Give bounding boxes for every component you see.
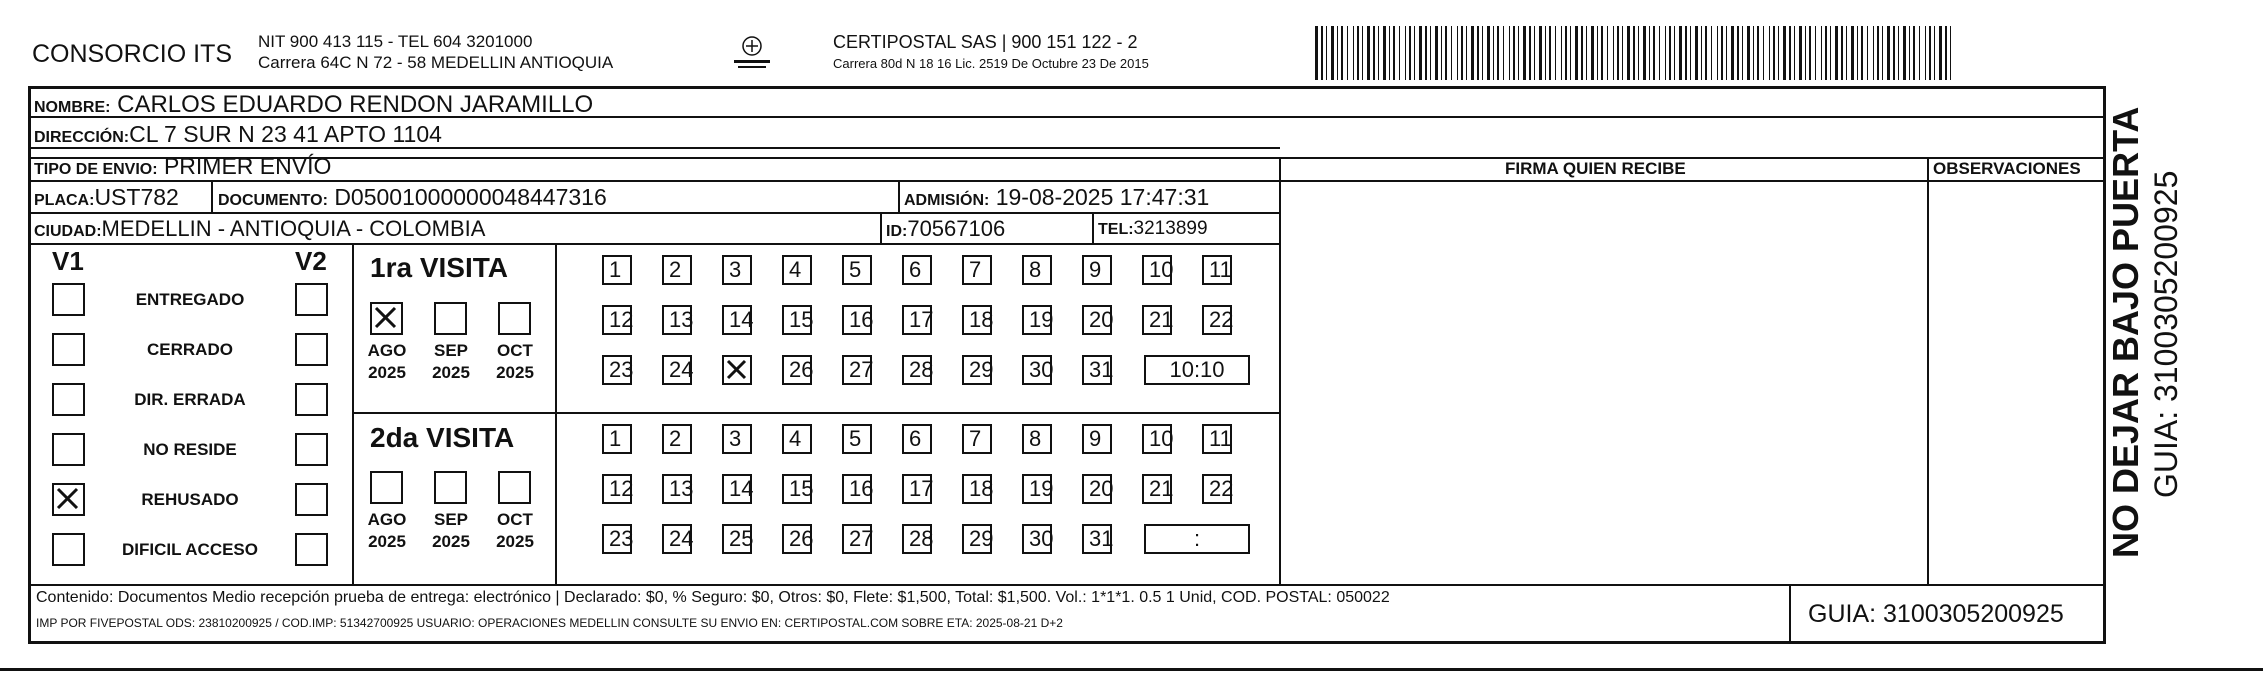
barcode-bar bbox=[1493, 26, 1494, 80]
time-box[interactable]: 10:10 bbox=[1144, 355, 1250, 385]
day-box[interactable]: 11 bbox=[1202, 255, 1232, 285]
barcode-bar bbox=[1347, 26, 1348, 80]
barcode-bar bbox=[1805, 26, 1806, 80]
barcode-bar bbox=[1471, 26, 1474, 80]
barcode-bar bbox=[1825, 26, 1827, 80]
ciudad-row bbox=[34, 216, 485, 242]
tel-row bbox=[1098, 218, 1208, 240]
day-box[interactable]: 20 bbox=[1082, 305, 1112, 335]
time-box[interactable]: : bbox=[1144, 524, 1250, 554]
barcode-bar bbox=[1799, 26, 1802, 80]
barcode-bar bbox=[1701, 26, 1702, 80]
barcode-bar bbox=[1591, 26, 1594, 80]
barcode-bar bbox=[1747, 26, 1750, 80]
barcode-bar bbox=[1877, 26, 1879, 80]
barcode-bar bbox=[1867, 26, 1868, 80]
ciudad-label: CIUDAD: bbox=[34, 223, 102, 240]
barcode-bar bbox=[1653, 26, 1655, 80]
barcode-bar bbox=[1451, 26, 1452, 80]
placa-value: UST782 bbox=[94, 184, 179, 210]
day-box[interactable]: 9 bbox=[1082, 255, 1112, 285]
barcode-bar bbox=[1399, 26, 1400, 80]
day-box[interactable]: 28 bbox=[902, 524, 932, 554]
month-checkbox[interactable] bbox=[434, 471, 467, 504]
barcode-bar bbox=[1561, 26, 1562, 80]
month-label bbox=[426, 340, 476, 384]
barcode-bar bbox=[1665, 26, 1666, 80]
barcode-bar bbox=[1405, 26, 1406, 80]
month-checkbox[interactable] bbox=[498, 302, 531, 335]
day-box[interactable]: 30 bbox=[1022, 524, 1052, 554]
barcode-bar bbox=[1815, 26, 1816, 80]
day-box[interactable]: 12 bbox=[602, 305, 632, 335]
day-box[interactable]: 22 bbox=[1202, 474, 1232, 504]
day-box[interactable]: 26 bbox=[782, 355, 812, 385]
barcode-bar bbox=[1607, 26, 1608, 80]
day-box[interactable]: 9 bbox=[1082, 424, 1112, 454]
day-box[interactable]: 6 bbox=[902, 424, 932, 454]
barcode-bar bbox=[1393, 26, 1395, 80]
barcode-bar bbox=[1887, 26, 1890, 80]
admision-row bbox=[904, 184, 1209, 211]
day-box[interactable]: 23 bbox=[602, 524, 632, 554]
barcode-bar bbox=[1789, 26, 1791, 80]
tel-value: 3213899 bbox=[1133, 218, 1208, 239]
day-box[interactable]: 15 bbox=[782, 474, 812, 504]
barcode-bar bbox=[1321, 26, 1323, 80]
barcode-bar bbox=[1389, 26, 1390, 80]
v1-label: V1 bbox=[52, 246, 84, 276]
barcode-bar bbox=[1778, 26, 1779, 80]
barcode-bar bbox=[1487, 26, 1490, 80]
barcode-bar bbox=[1622, 26, 1623, 80]
no-dejar-text: NO DEJAR BAJO PUERTA bbox=[2105, 106, 2146, 558]
placa-row bbox=[34, 184, 179, 211]
barcode-bar bbox=[1570, 26, 1571, 80]
check-mark-icon bbox=[54, 485, 83, 514]
status-label: NO RESIDE bbox=[143, 440, 237, 459]
barcode-bar bbox=[1726, 26, 1727, 80]
day-box[interactable]: 27 bbox=[842, 355, 872, 385]
day-box[interactable]: 12 bbox=[602, 474, 632, 504]
barcode-bar bbox=[1461, 26, 1463, 80]
barcode-bar bbox=[1809, 26, 1811, 80]
barcode-bar bbox=[1742, 26, 1743, 80]
check-mark-icon bbox=[724, 357, 751, 384]
v2-checkbox[interactable] bbox=[295, 483, 328, 516]
v1-checkbox[interactable] bbox=[52, 283, 85, 316]
barcode-bar bbox=[1711, 26, 1712, 80]
guia-box: GUIA: 3100305200925 bbox=[1808, 600, 2064, 628]
day-box[interactable]: 26 bbox=[782, 524, 812, 554]
tel-label: TEL: bbox=[1098, 221, 1134, 238]
company-address: Carrera 64C N 72 - 58 MEDELLIN ANTIOQUIA bbox=[258, 53, 614, 72]
direccion-value: CL 7 SUR N 23 41 APTO 1104 bbox=[129, 121, 442, 147]
barcode-bar bbox=[1383, 26, 1386, 80]
month-name: SEP bbox=[433, 510, 469, 529]
day-box[interactable]: 15 bbox=[782, 305, 812, 335]
day-box[interactable] bbox=[722, 355, 752, 385]
barcode-bar bbox=[1690, 26, 1691, 80]
v1-checkbox[interactable] bbox=[52, 483, 85, 516]
v2-checkbox[interactable] bbox=[295, 383, 328, 416]
barcode-bar bbox=[1934, 26, 1935, 80]
barcode-bar bbox=[1643, 26, 1646, 80]
month-label bbox=[362, 340, 412, 384]
id-label: ID: bbox=[886, 223, 908, 240]
barcode-bar bbox=[1945, 26, 1947, 80]
barcode-bar bbox=[1341, 26, 1343, 80]
barcode-bar bbox=[1539, 26, 1542, 80]
direccion-label: DIRECCIÓN: bbox=[34, 129, 130, 146]
direccion-row bbox=[34, 121, 442, 148]
admision-value: 19-08-2025 17:47:31 bbox=[995, 184, 1210, 210]
barcode-bar bbox=[1898, 26, 1899, 80]
month-label bbox=[490, 340, 540, 384]
day-box[interactable]: 20 bbox=[1082, 474, 1112, 504]
barcode-bar bbox=[1705, 26, 1707, 80]
tipo-row bbox=[34, 153, 331, 180]
day-box[interactable]: 17 bbox=[902, 474, 932, 504]
check-mark-icon bbox=[372, 304, 401, 333]
barcode-bar bbox=[1555, 26, 1556, 80]
day-box[interactable]: 4 bbox=[782, 424, 812, 454]
day-box[interactable]: 7 bbox=[962, 255, 992, 285]
barcode-bar bbox=[1477, 26, 1479, 80]
barcode-bar bbox=[1830, 26, 1831, 80]
barcode-bar bbox=[1821, 26, 1822, 80]
month-year: 2025 bbox=[368, 532, 406, 551]
month-checkbox[interactable] bbox=[434, 302, 467, 335]
barcode-bar bbox=[1679, 26, 1682, 80]
imp-text: IMP POR FIVEPOSTAL ODS: 23810200925 / COD.IMP: 51342700925 USUARIO: OPERACIONES MEDELLIN CONSULTE SU ENVIO EN: CERTIPOSTAL.COM SOBRE ETA: 2025-08-21 D+2 bbox=[36, 616, 1063, 630]
barcode-bar bbox=[1835, 26, 1838, 80]
certipostal-logo bbox=[732, 32, 772, 72]
status-label: DIR. ERRADA bbox=[134, 390, 246, 409]
firma-header: FIRMA QUIEN RECIBE bbox=[1505, 159, 1686, 178]
day-box[interactable]: 10 bbox=[1142, 255, 1172, 285]
tipo-value: PRIMER ENVÍO bbox=[163, 153, 332, 179]
day-box[interactable]: 1 bbox=[602, 424, 632, 454]
barcode-bar bbox=[1669, 26, 1671, 80]
day-box[interactable]: 30 bbox=[1022, 355, 1052, 385]
day-box[interactable]: 28 bbox=[902, 355, 932, 385]
day-box[interactable]: 1 bbox=[602, 255, 632, 285]
day-box[interactable]: 5 bbox=[842, 255, 872, 285]
day-box[interactable]: 24 bbox=[662, 355, 692, 385]
month-name: OCT bbox=[497, 510, 533, 529]
barcode-bar bbox=[1586, 26, 1587, 80]
barcode-bar bbox=[1601, 26, 1603, 80]
admision-label: ADMISIÓN: bbox=[904, 192, 990, 209]
month-year: 2025 bbox=[432, 363, 470, 382]
month-year: 2025 bbox=[496, 363, 534, 382]
v1-checkbox[interactable] bbox=[52, 333, 85, 366]
barcode-bar bbox=[1929, 26, 1931, 80]
day-box[interactable]: 18 bbox=[962, 474, 992, 504]
barcode-bar bbox=[1794, 26, 1795, 80]
day-box[interactable]: 21 bbox=[1142, 474, 1172, 504]
nit-line: NIT 900 413 115 - TEL 604 3201000 bbox=[258, 32, 533, 51]
barcode-bar bbox=[1731, 26, 1734, 80]
barcode-bar bbox=[1763, 26, 1764, 80]
status-label: CERRADO bbox=[147, 340, 233, 359]
barcode-bar bbox=[1873, 26, 1874, 80]
day-box[interactable]: 31 bbox=[1082, 524, 1112, 554]
day-box[interactable]: 23 bbox=[602, 355, 632, 385]
day-box[interactable]: 18 bbox=[962, 305, 992, 335]
month-checkbox[interactable] bbox=[370, 302, 403, 335]
month-year: 2025 bbox=[496, 532, 534, 551]
status-label: REHUSADO bbox=[141, 490, 239, 509]
day-box[interactable]: 14 bbox=[722, 305, 752, 335]
day-box[interactable]: 5 bbox=[842, 424, 872, 454]
day-box[interactable]: 2 bbox=[662, 255, 692, 285]
barcode-bar bbox=[1315, 26, 1318, 80]
v2-label: V2 bbox=[295, 246, 327, 276]
day-box[interactable]: 3 bbox=[722, 424, 752, 454]
barcode-bar bbox=[1549, 26, 1551, 80]
status-label: DIFICIL ACCESO bbox=[121, 540, 258, 559]
barcode-bar bbox=[1627, 26, 1630, 80]
bottom-rule bbox=[0, 668, 2263, 671]
barcode-bar bbox=[1575, 26, 1578, 80]
ciudad-value: MEDELLIN - ANTIOQUIA - COLOMBIA bbox=[101, 216, 486, 241]
barcode-bar bbox=[1925, 26, 1926, 80]
barcode-bar bbox=[1414, 26, 1415, 80]
barcode-bar bbox=[1617, 26, 1619, 80]
month-year: 2025 bbox=[432, 532, 470, 551]
barcode bbox=[1315, 26, 1955, 80]
day-box[interactable]: 19 bbox=[1022, 305, 1052, 335]
barcode-bar bbox=[1903, 26, 1906, 80]
barcode-bar bbox=[1950, 26, 1951, 80]
barcode-bar bbox=[1737, 26, 1739, 80]
barcode-bar bbox=[1331, 26, 1334, 80]
company-name: CONSORCIO ITS bbox=[32, 40, 233, 68]
barcode-bar bbox=[1419, 26, 1422, 80]
v2-checkbox[interactable] bbox=[295, 283, 328, 316]
barcode-bar bbox=[1337, 26, 1338, 80]
barcode-bar bbox=[1633, 26, 1635, 80]
day-box[interactable]: 2 bbox=[662, 424, 692, 454]
barcode-bar bbox=[1445, 26, 1447, 80]
barcode-bar bbox=[1430, 26, 1431, 80]
barcode-bar bbox=[1846, 26, 1847, 80]
barcode-bar bbox=[1466, 26, 1467, 80]
day-box[interactable]: 21 bbox=[1142, 305, 1172, 335]
barcode-bar bbox=[1581, 26, 1583, 80]
day-box[interactable]: 13 bbox=[662, 474, 692, 504]
barcode-bar bbox=[1513, 26, 1515, 80]
barcode-bar bbox=[1861, 26, 1863, 80]
barcode-bar bbox=[1893, 26, 1895, 80]
barcode-bar bbox=[1545, 26, 1546, 80]
side-guia-text: GUIA: 3100305200925 bbox=[2148, 170, 2184, 498]
barcode-bar bbox=[1409, 26, 1411, 80]
barcode-bar bbox=[1939, 26, 1942, 80]
carrier-sub: Carrera 80d N 18 16 Lic. 2519 De Octubre 23 De 2015 bbox=[833, 56, 1149, 71]
barcode-bar bbox=[1367, 26, 1370, 80]
barcode-bar bbox=[1773, 26, 1775, 80]
day-box[interactable]: 13 bbox=[662, 305, 692, 335]
day-box[interactable]: 29 bbox=[962, 524, 992, 554]
day-box[interactable]: 24 bbox=[662, 524, 692, 554]
id-value: 70567106 bbox=[907, 216, 1006, 241]
nombre-value: CARLOS EDUARDO RENDON JARAMILLO bbox=[117, 91, 594, 118]
barcode-bar bbox=[1362, 26, 1363, 80]
month-name: AGO bbox=[367, 510, 407, 529]
barcode-bar bbox=[1769, 26, 1770, 80]
day-box[interactable]: 10 bbox=[1142, 424, 1172, 454]
barcode-bar bbox=[1757, 26, 1759, 80]
v2-checkbox[interactable] bbox=[295, 433, 328, 466]
barcode-bar bbox=[1851, 26, 1854, 80]
contenido-text: Contenido: Documentos Medio recepción prueba de entrega: electrónico | Declarado: $0, % Seguro: $0, Otros: $0, Flete: $1,500, Total: $1,500. Vol.: 1*1*1. 0.5 1 Unid, COD. POSTAL: 050022 bbox=[36, 589, 1390, 606]
day-box[interactable]: 19 bbox=[1022, 474, 1052, 504]
documento-row bbox=[218, 184, 607, 211]
day-box[interactable]: 16 bbox=[842, 474, 872, 504]
barcode-bar bbox=[1509, 26, 1510, 80]
day-box[interactable]: 29 bbox=[962, 355, 992, 385]
barcode-bar bbox=[1613, 26, 1614, 80]
barcode-bar bbox=[1659, 26, 1660, 80]
day-box[interactable]: 31 bbox=[1082, 355, 1112, 385]
day-box[interactable]: 7 bbox=[962, 424, 992, 454]
documento-value: D05001000000048447316 bbox=[334, 184, 607, 210]
day-box[interactable]: 4 bbox=[782, 255, 812, 285]
barcode-bar bbox=[1357, 26, 1359, 80]
barcode-bar bbox=[1649, 26, 1650, 80]
barcode-bar bbox=[1373, 26, 1375, 80]
barcode-bar bbox=[1435, 26, 1438, 80]
barcode-bar bbox=[1674, 26, 1675, 80]
v2-checkbox[interactable] bbox=[295, 533, 328, 566]
month-label bbox=[490, 509, 540, 553]
v1-checkbox[interactable] bbox=[52, 533, 85, 566]
month-name: OCT bbox=[497, 341, 533, 360]
day-box[interactable]: 22 bbox=[1202, 305, 1232, 335]
placa-label: PLACA: bbox=[34, 192, 95, 209]
observaciones-header: OBSERVACIONES bbox=[1933, 159, 2081, 178]
month-name: AGO bbox=[367, 341, 407, 360]
day-box[interactable]: 14 bbox=[722, 474, 752, 504]
day-box[interactable]: 16 bbox=[842, 305, 872, 335]
barcode-bar bbox=[1841, 26, 1843, 80]
barcode-bar bbox=[1685, 26, 1687, 80]
barcode-bar bbox=[1326, 26, 1327, 80]
barcode-bar bbox=[1353, 26, 1354, 80]
day-box[interactable]: 6 bbox=[902, 255, 932, 285]
barcode-bar bbox=[1919, 26, 1920, 80]
barcode-bar bbox=[1721, 26, 1723, 80]
documento-label: DOCUMENTO: bbox=[218, 192, 328, 209]
barcode-bar bbox=[1882, 26, 1883, 80]
month-label bbox=[426, 509, 476, 553]
nombre-row bbox=[34, 91, 593, 119]
visit1-title: 1ra VISITA bbox=[370, 252, 508, 283]
day-box[interactable]: 3 bbox=[722, 255, 752, 285]
barcode-bar bbox=[1534, 26, 1535, 80]
barcode-bar bbox=[1518, 26, 1519, 80]
visit2-title: 2da VISITA bbox=[370, 422, 515, 453]
status-label: ENTREGADO bbox=[135, 290, 245, 309]
barcode-bar bbox=[1497, 26, 1499, 80]
barcode-bar bbox=[1857, 26, 1858, 80]
barcode-bar bbox=[1523, 26, 1526, 80]
v1-checkbox[interactable] bbox=[52, 383, 85, 416]
day-box[interactable]: 11 bbox=[1202, 424, 1232, 454]
day-box[interactable]: 25 bbox=[722, 524, 752, 554]
barcode-bar bbox=[1425, 26, 1427, 80]
barcode-bar bbox=[1753, 26, 1754, 80]
v2-checkbox[interactable] bbox=[295, 333, 328, 366]
day-box[interactable]: 17 bbox=[902, 305, 932, 335]
carrier-line: CERTIPOSTAL SAS | 900 151 122 - 2 bbox=[833, 32, 1138, 52]
barcode-bar bbox=[1717, 26, 1718, 80]
barcode-bar bbox=[1482, 26, 1483, 80]
id-row bbox=[886, 216, 1005, 242]
barcode-bar bbox=[1565, 26, 1567, 80]
barcode-bar bbox=[1441, 26, 1442, 80]
v1-checkbox[interactable] bbox=[52, 433, 85, 466]
tipo-label: TIPO DE ENVIO: bbox=[34, 161, 158, 178]
barcode-bar bbox=[1457, 26, 1458, 80]
barcode-bar bbox=[1597, 26, 1598, 80]
barcode-bar bbox=[1378, 26, 1379, 80]
month-checkbox[interactable] bbox=[370, 471, 403, 504]
day-box[interactable]: 8 bbox=[1022, 424, 1052, 454]
month-label bbox=[362, 509, 412, 553]
barcode-bar bbox=[1909, 26, 1910, 80]
barcode-bar bbox=[1783, 26, 1786, 80]
barcode-bar bbox=[1638, 26, 1639, 80]
barcode-bar bbox=[1695, 26, 1698, 80]
nombre-label: NOMBRE: bbox=[34, 99, 111, 116]
barcode-bar bbox=[1503, 26, 1504, 80]
day-box[interactable]: 27 bbox=[842, 524, 872, 554]
barcode-bar bbox=[1529, 26, 1531, 80]
barcode-bar bbox=[1913, 26, 1915, 80]
day-box[interactable]: 8 bbox=[1022, 255, 1052, 285]
month-year: 2025 bbox=[368, 363, 406, 382]
month-checkbox[interactable] bbox=[498, 471, 531, 504]
month-name: SEP bbox=[433, 341, 469, 360]
